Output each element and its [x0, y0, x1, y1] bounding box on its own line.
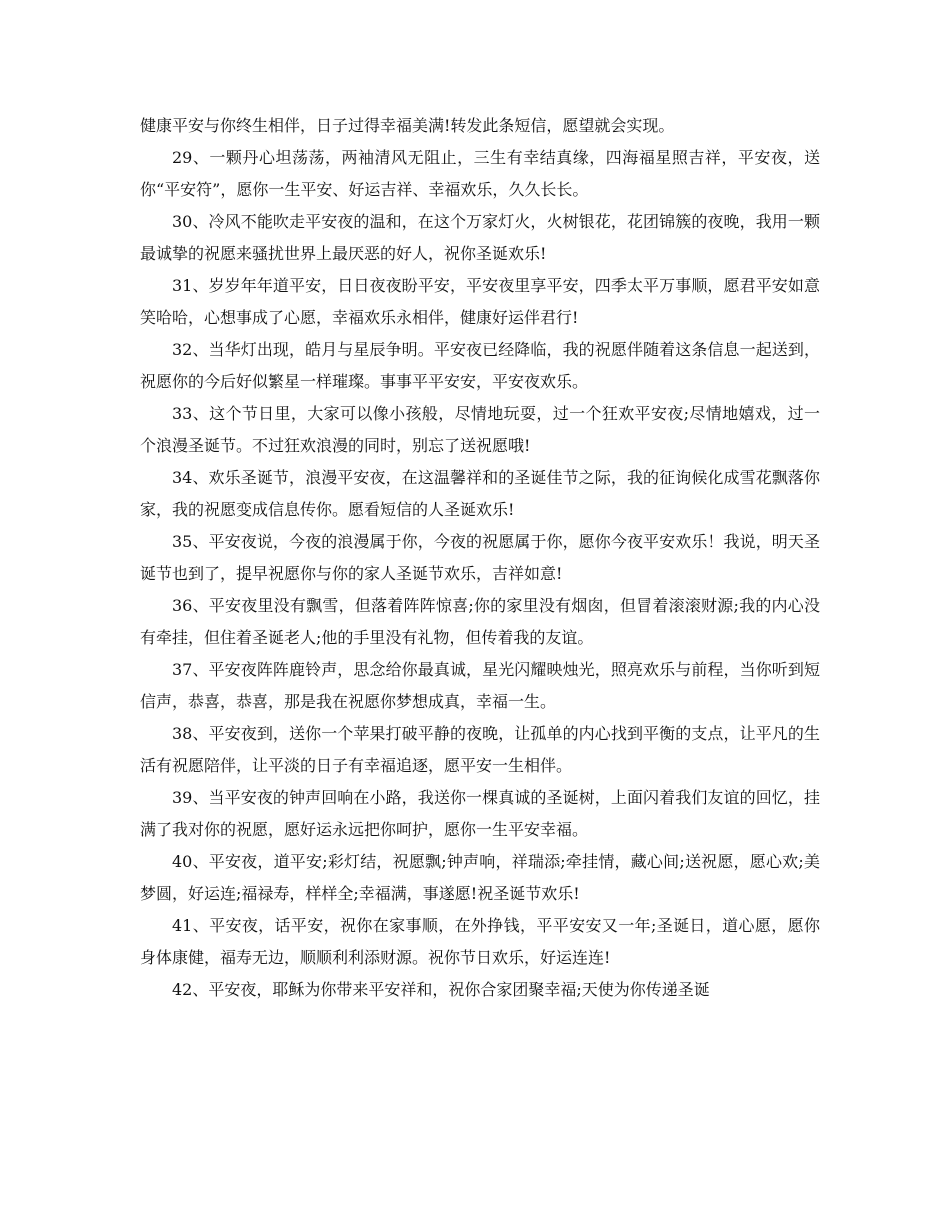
paragraph-40: 40、平安夜，道平安;彩灯结，祝愿飘;钟声响，祥瑞添;牵挂情，藏心间;送祝愿，愿心欢;美梦圆，好运连;福禄寿，样样全;幸福满，事遂愿!祝圣诞节欢乐! [140, 852, 820, 903]
paragraph-31: 31、岁岁年年道平安，日日夜夜盼平安，平安夜里享平安，四季太平万事顺，愿君平安如意笑哈哈，心想事成了心愿，幸福欢乐永相伴，健康好运伴君行! [140, 276, 820, 327]
paragraph-34: 34、欢乐圣诞节，浪漫平安夜，在这温馨祥和的圣诞佳节之际，我的征询候化成雪花飘落你家，我的祝愿变成信息传你。愿看短信的人圣诞欢乐! [140, 468, 820, 519]
paragraph-35: 35、平安夜说，今夜的浪漫属于你，今夜的祝愿属于你，愿你今夜平安欢乐！我说，明天圣诞节也到了，提早祝愿你与你的家人圣诞节欢乐，吉祥如意! [140, 532, 820, 583]
paragraph-41: 41、平安夜，话平安，祝你在家事顺，在外挣钱，平平安安又一年;圣诞日，道心愿，愿你身体康健，福寿无边，顺顺利利添财源。祝你节日欢乐，好运连连! [140, 916, 820, 967]
paragraph-29: 29、一颗丹心坦荡荡，两袖清风无阻止，三生有幸结真缘，四海福星照吉祥，平安夜，送你“平安符”，愿你一生平安、好运吉祥、幸福欢乐，久久长长。 [140, 148, 820, 199]
document-page [140, 110, 820, 1006]
paragraph-37: 37、平安夜阵阵鹿铃声，思念给你最真诚，星光闪耀映烛光，照亮欢乐与前程，当你听到短信声，恭喜，恭喜，那是我在祝愿你梦想成真，幸福一生。 [140, 660, 820, 711]
paragraph-33: 33、这个节日里，大家可以像小孩般，尽情地玩耍，过一个狂欢平安夜;尽情地嬉戏，过一个浪漫圣诞节。不过狂欢浪漫的同时，别忘了送祝愿哦! [140, 404, 820, 455]
paragraph-36: 36、平安夜里没有飘雪，但落着阵阵惊喜;你的家里没有烟囱，但冒着滚滚财源;我的内心没有牵挂，但住着圣诞老人;他的手里没有礼物，但传着我的友谊。 [140, 596, 820, 647]
paragraph-39: 39、当平安夜的钟声回响在小路，我送你一棵真诚的圣诞树，上面闪着我们友谊的回忆，挂满了我对你的祝愿，愿好运永远把你呵护，愿你一生平安幸福。 [140, 788, 820, 839]
paragraph-30: 30、冷风不能吹走平安夜的温和，在这个万家灯火，火树银花，花团锦簇的夜晚，我用一颗最诚挚的祝愿来骚扰世界上最厌恶的好人，祝你圣诞欢乐! [140, 212, 820, 263]
paragraph-continuation: 健康平安与你终生相伴，日子过得幸福美满!转发此条短信，愿望就会实现。 [140, 116, 675, 135]
paragraph-32: 32、当华灯出现，皓月与星辰争明。平安夜已经降临，我的祝愿伴随着这条信息一起送到，祝愿你的今后好似繁星一样璀璨。事事平平安安，平安夜欢乐。 [140, 340, 820, 391]
paragraph-42: 42、平安夜，耶稣为你带来平安祥和，祝你合家团聚幸福;天使为你传递圣诞 [172, 980, 710, 999]
paragraph-38: 38、平安夜到，送你一个苹果打破平静的夜晚，让孤单的内心找到平衡的支点，让平凡的生活有祝愿陪伴，让平淡的日子有幸福追逐，愿平安一生相伴。 [140, 724, 820, 775]
